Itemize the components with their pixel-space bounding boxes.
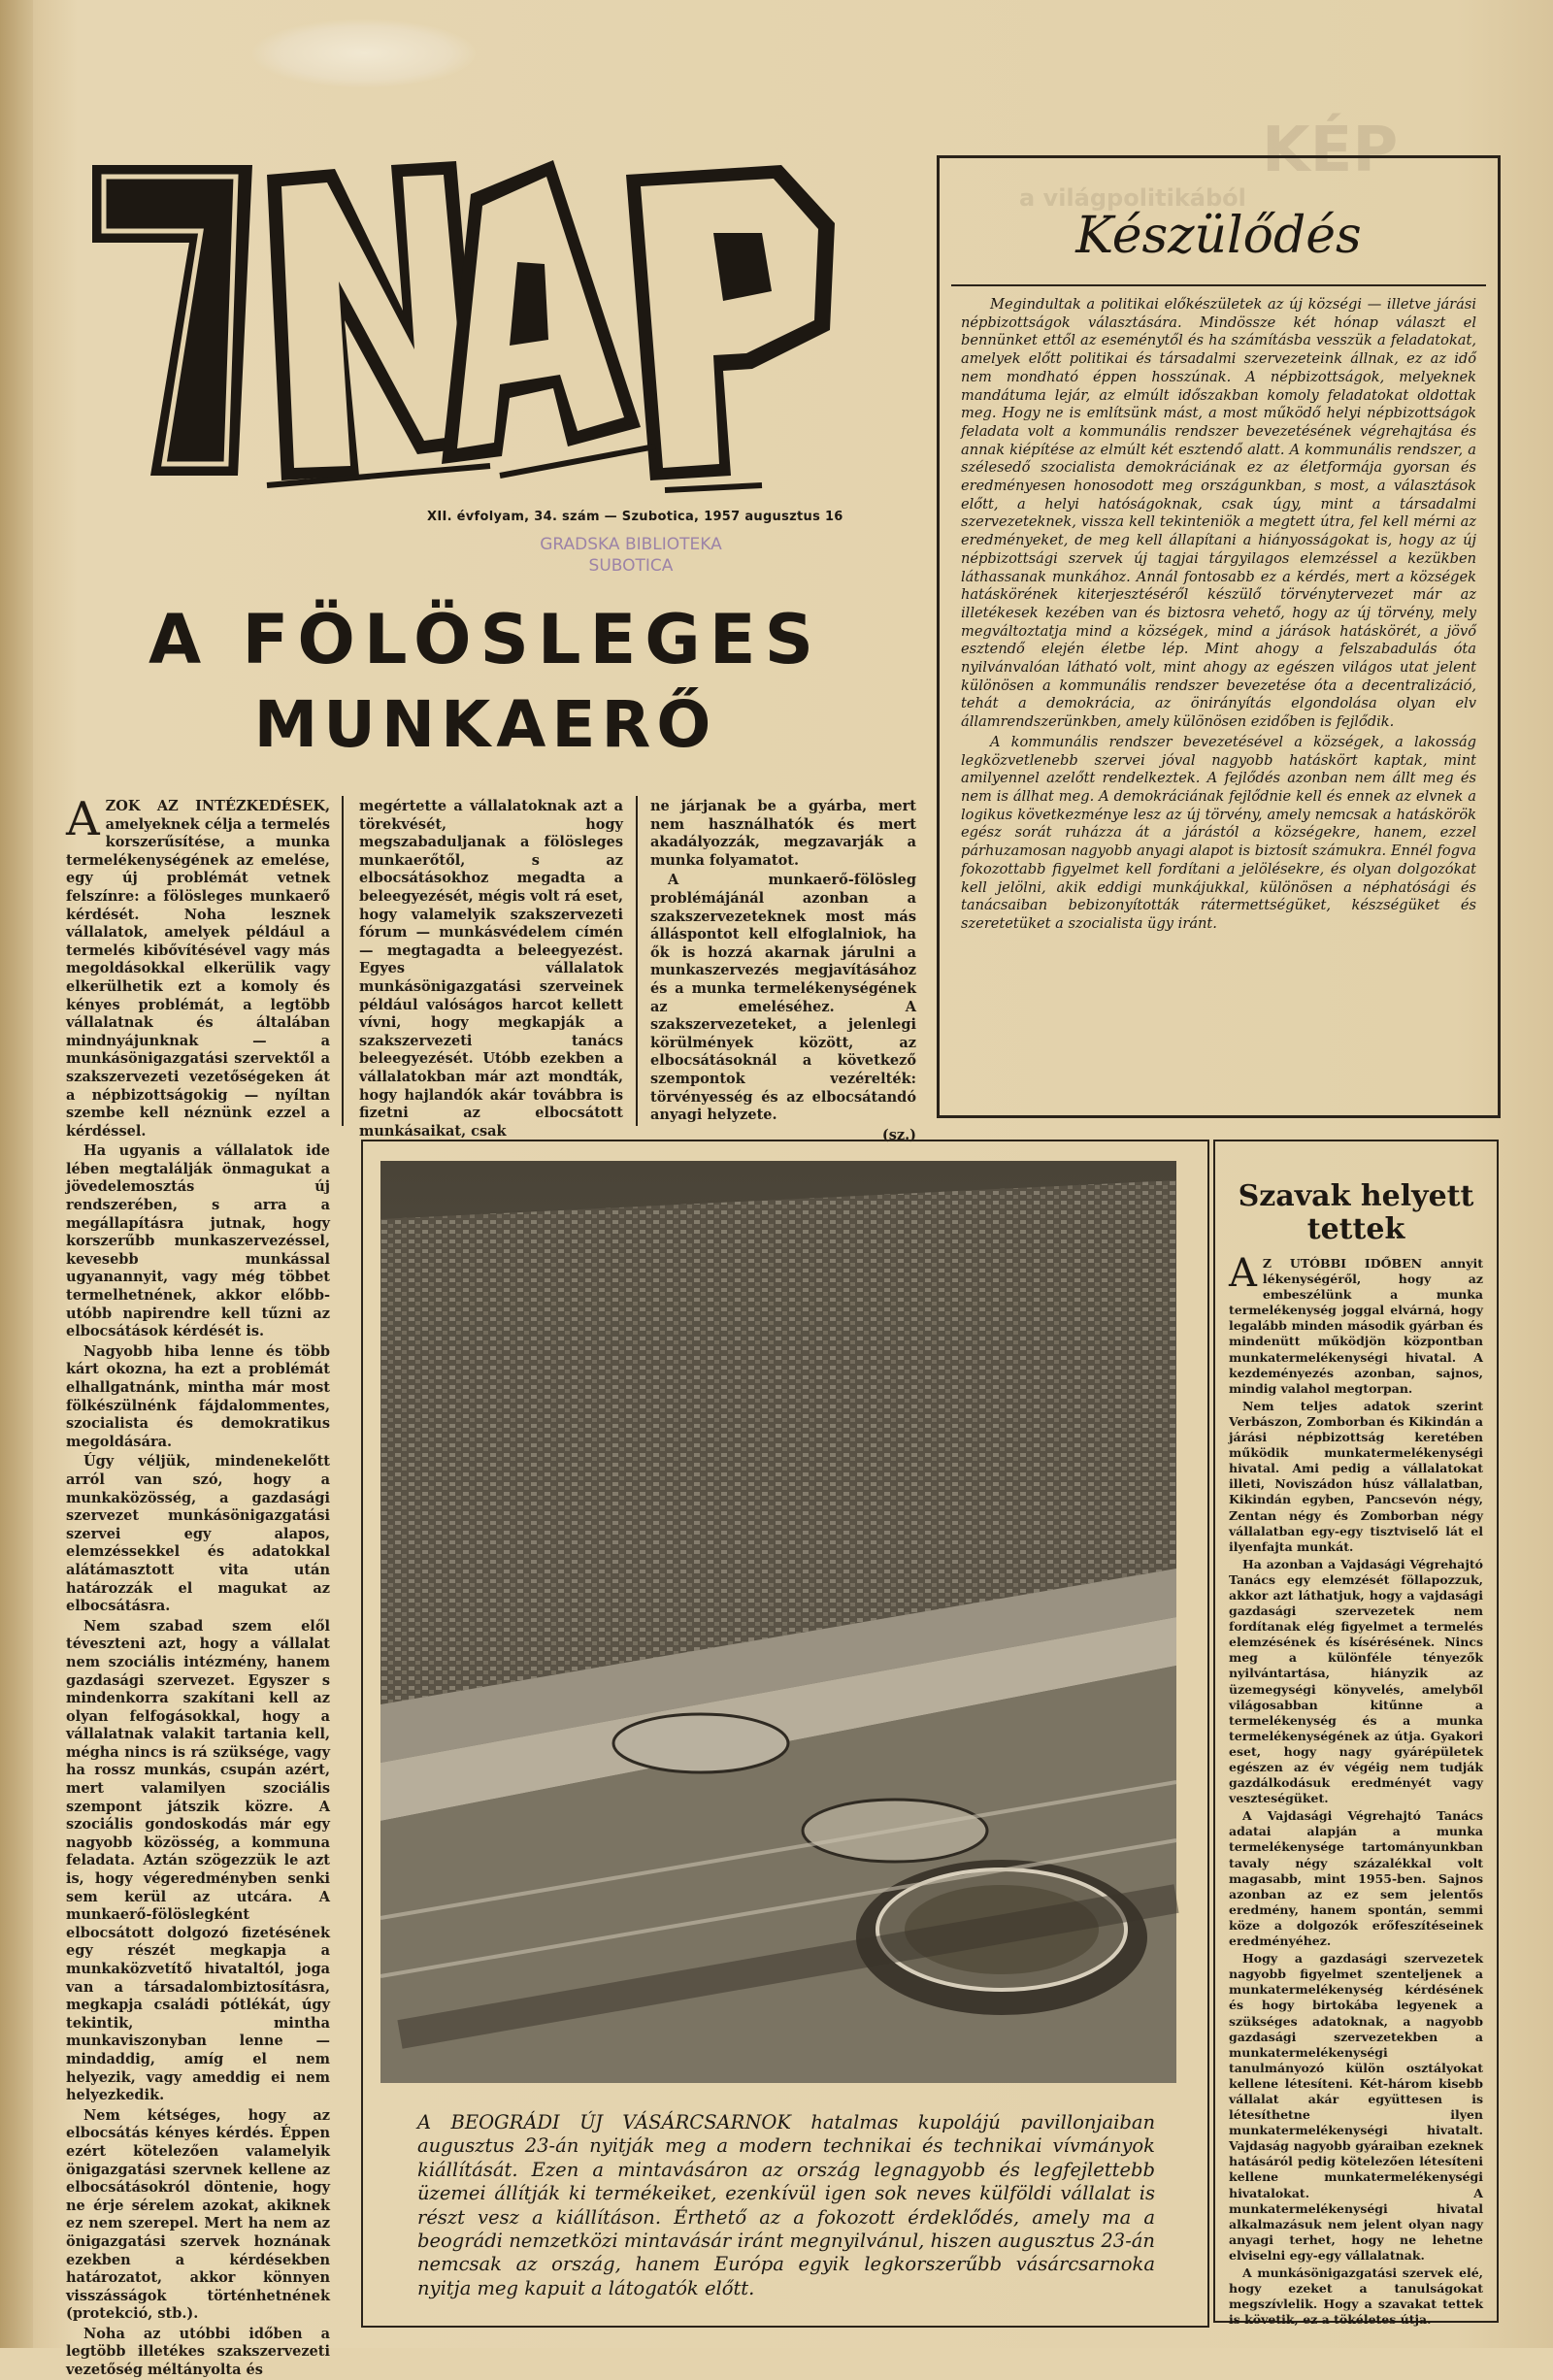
sidebar-paragraph	[1229, 1251, 1483, 1397]
sidebar-title-line: Szavak helyett	[1238, 1179, 1474, 1213]
headline-line-1: A FÖLÖSLEGES	[148, 600, 822, 679]
article-column-3	[650, 798, 916, 1144]
stamp-line: SUBOTICA	[588, 556, 674, 576]
article-paragraph: A munkaerő-fölösleg problémájánál azonban a szakszervezeteknek most más álláspontot kell elfoglalniok, ha ők is hozzá akarnak járulni a munkaszervezés megjavításához és a munka termelékenységének az emeléséhez. A szakszervezeteket, a jelenlegi körülmények között, az elbocsátásoknál a következő szempontok vezérelték: törvényesség és az elbocsátandó anyagi helyzete.	[650, 872, 916, 1124]
bleed-through-text: KÉP	[1262, 115, 1399, 186]
editorial-box	[937, 155, 1501, 1118]
paragraph-text: ZOK AZ INTÉZKEDÉSEK, amelyeknek célja a termelés korszerűsítése, a munka termelékenységének az emelése, egy új problémát vetnek felszínre: a fölösleges munkaerő kérdését. Noha lesznek vállalatok, amelyek például a termelés kibővítésével vagy más megoldásokkal elkerülik vagy elkerülhetik ezt a komoly és kényes problémát, a legtöbb vállalatnak és általában mindnyájunknak — a munkásönigazgatási szervektől a szakszervezeti vezetőségeken át a népbizottságokig — nyíltan szembe kell néznünk ezzel a kérdéssel.	[66, 798, 330, 1140]
sidebar-body	[1229, 1251, 1483, 2330]
photo-caption	[417, 2111, 1155, 2300]
article-paragraph: Nem szabad szem elől téveszteni azt, hogy a vállalat nem szociális intézmény, hanem gazdasági szervezet. Egyszer s mindenkorra szakítani kell az olyan felfogásokkal, hogy a vállalatnak valakit tartania kell, mégha nincs is rá szüksége, vagy ha rossz munkás, csupán azért, mert valamilyen szociális szempont játszik közre. A szociális gondoskodás már egy nagyobb közösség, a kommuna feladata. Aztán szögezzük le azt is, hogy végeredményben senki sem kerül az utcára. A munkaerő-fölöslegként elbocsátott dolgozó fizetésének egy részét megkapja a munkaközvetítő hivataltól, joga van a társadalombiztosításra, megkapja családi pótlékát, úgy tekintik, mintha munkaviszonyban lenne — mindaddig, amíg el nem helyezik, vagy ameddig ei nem helyezkedik.	[66, 1617, 330, 2104]
caption-text: hatalmas kupolájú pavillonjaiban augusztus 23-án nyitják meg a modern technikai és technikai vívmányok kiállítását. Ezen a mintavásáron az ország legnagyobb és legfejlettebb üzemei állítják ki termékeiket, ezenkívül igen sok neves külföldi vállalat is részt vesz a kiállításon. Érthető az a fokozott érdeklődés, amely ma a beográdi nemzetközi mintavásár iránt megnyilvánul, hiszen augusztus 23-án nemcsak az ország, hanem Európa egyik legkorszerűbb vásárcsarnoka nyitja meg kapuit a látogatók előtt.	[417, 2111, 1156, 2299]
sidebar-paragraph: Ha azonban a Vajdasági Végrehajtó Tanács egy elemzését föllapozzuk, akkor azt láthatjuk, hogy a vajdasági gazdasági szervezetek nem fordítanak elég figyelmet a termelés elemzésének és kísérésének. Nincs meg a különféle tényezők nyilvántartása, hiányzik az üzemegységi könyvelés, amelyből világosabban kitűnne a termelékenység és a munka termelékenységének az útja. Gyakori eset, hogy nagy gyárépületek egészen az év végéig nem tudják gazdálkodásuk eredményét vagy veszteségüket.	[1229, 1556, 1483, 1806]
sidebar-paragraph: A munkásönigazgatási szervek elé, hogy ezeket a tanulságokat megszívlelik. Hogy a szavakat tettek is követik, ez a tökéletes útja.	[1229, 2265, 1483, 2328]
article-paragraph: Nem kétséges, hogy az elbocsátás kényes kérdés. Éppen ezért kötelezően valamelyik önigazgatási szervnek kellene az elbocsátásokról döntenie, hogy ne érje sérelem azokat, akiknek ez nem szerepel. Mert ha nem az önigazgatási szervek hoznának ezekben a kérdésekben határozatot, akkor könnyen visszásságok történhetnének (protekció, stb.).	[66, 2106, 330, 2323]
editorial-paragraph: A kommunális rendszer bevezetésével a községek, a lakosság legközvetlenebb szervei jóval nagyobb hatáskört kaptak, mint amilyennel azelőtt rendelkeztek. A fejlődés azonban nem állt meg és nem is állhat meg. A demokráciának fejlődnie kell és ennek az elvnek a logikus következménye lesz az új törvény, amely nemcsak a hatáskörök egész sorát ruházza át a járástól a községekre, hanem, ezzel párhuzamosan nagyobb anyagi alapot is biztosít számukra. Ennél fogva fokozottabb figyelmet kell fordítani a jelölésekre, és olyan dolgozókat kell jelölni, akik eddigi munkájukkal, különösen a néphatósági és tanácsaiban bebizonyították rátermettségüket, készségüket és szeretetüket a szocialista ügy iránt.	[961, 733, 1476, 932]
aerial-photo	[380, 1161, 1176, 2083]
sidebar-title	[1215, 1180, 1497, 1246]
article-paragraph: megértette a vállalatoknak azt a törekvését, hogy megszabaduljanak a fölösleges munkaerőtől, s az elbocsátásokhoz megadta a beleegyezését, mégis volt rá eset, hogy valamelyik szakszervezeti fórum — munkásvédelem címén — megtagadta a beleegyezést. Egyes vállalatok munkásönigazgatási szerveinek például valóságos harcot kellett vívni, hogy megkapják a szakszervezeti tanács beleegyezését. Utóbb ezekben a vállalatokban már azt mondták, hogy hajlandók akár továbbra is fizetni az elbocsátott munkásaikat, csak	[359, 798, 623, 1140]
column-rule	[342, 796, 344, 1126]
drop-cap: A	[66, 792, 100, 846]
sidebar-paragraph: Nem teljes adatok szerint Verbászon, Zomborban és Kikindán a járási népbizottság keretében működik munkatermelékenységi hivatal. Ami pedig a vállalatokat illeti, Noviszádon húsz vállalatban, Kikindán egyben, Pancsevón négy, Zentan négy és Zomborban négy vállalatban egy-egy tisztviselő lát el ilyenfajta munkát.	[1229, 1398, 1483, 1554]
issue-info: XII. évfolyam, 34. szám — Szubotica, 1957 augusztus 16	[427, 510, 843, 524]
sidebar-paragraph: A Vajdasági Végrehajtó Tanács adatai alapján a munka termelékenysége tartományunkban tavaly négy százalékkal volt magasabb, mint 1955-ben. Sajnos azonban az ez sem jelentős eredmény, hanem spontán, semmi köze a dolgozók erőfeszítéseinek eredményéhez.	[1229, 1808, 1483, 1949]
stamp-line: GRADSKA BIBLIOTEKA	[540, 535, 722, 554]
article-paragraph: Ha ugyanis a vállalatok ide lében megtalálják önmagukat a jövedelemosztás új rendszerében, s arra a megállapításra jutnak, hogy korszerűbb munkaszervezéssel, kevesebb munkással ugyanannyit, vagy még többet termelhetnének, akkor előbb-utóbb napirendre kell tűzni az elbocsátások kérdését is.	[66, 1142, 330, 1340]
article-paragraph: Noha az utóbbi időben a legtöbb illetékes szakszervezeti vezetőség méltányolta és	[66, 2325, 330, 2379]
article-paragraph	[66, 792, 330, 1140]
library-stamp	[480, 534, 781, 577]
paper-tear	[252, 19, 476, 87]
editorial-body	[961, 296, 1476, 936]
article-paragraph: Úgy véljük, mindenekelőtt arról van szó, hogy a munkaközösség, a gazdasági szervezet munkásönigazgatási szervei egy alapos, elemzéssekkel és adatokkal alátámasztott vita után határozzák el magukat az elbocsátásra.	[66, 1453, 330, 1615]
masthead-logo	[83, 155, 849, 505]
caption-lead: A BEOGRÁDI ÚJ VÁSÁRCSARNOK	[417, 2111, 791, 2133]
article-column-1	[66, 792, 330, 2379]
title-rule	[951, 284, 1486, 286]
article-paragraph: ne járjanak be a gyárba, mert nem használhatók és mert akadályozzák, megzavarják a munka folyamatot.	[650, 798, 916, 869]
article-column-2	[359, 798, 623, 1142]
sidebar-box	[1213, 1140, 1499, 2328]
article-signature: (sz.)	[881, 1126, 916, 1143]
editorial-title: Készülődés	[1075, 207, 1362, 265]
sidebar-title-line: tettek	[1306, 1212, 1405, 1246]
page-binding-edge	[0, 0, 33, 2348]
sidebar-paragraph: Hogy a gazdasági szervezetek nagyobb figyelmet szenteljenek a munkatermelékenység kérdésének és hogy birtokába legyenek a szükséges adatoknak, a nagyobb gazdasági szervezetekben a munkatermelékenységi tanulmányozó külön osztályokat kellene létesíteni. Két-három kisebb vállalat akár együttesen is létesíthetne ilyen munkatermelékenységi hivatalt. Vajdaság nagyobb gyáraiban ezeknek hatásáról pedig kötelezően létesíteni kellene munkatermelékenységi hivatalokat. A munkatermelékenységi hivatal alkalmazásuk nem jelent olyan nagy anyagi terhet, hogy ne lehetne elviselni egy-egy vállalatnak.	[1229, 1951, 1483, 2263]
paragraph-text: Z UTÓBBI IDŐBEN annyit lékenységéről, hogy az embeszélünk a munka termelékenység joggal elvárná, hogy legalább minden második gyárban és mindenütt működjön központban munkatermelékenységi hivatal. A kezdeményezés azonban, sajnos, mindig valahol megtorpan.	[1229, 1256, 1483, 1396]
article-paragraph: Nagyobb hiba lenne és több kárt okozna, ha ezt a problémát elhallgatnánk, mintha már most fölkészülnénk fájdalommentes, szocialista és demokratikus megoldására.	[66, 1342, 330, 1450]
editorial-paragraph: Megindultak a politikai előkészületek az új községi — illetve járási népbizottságok választására. Mindössze két hónap választ el bennünket ettől az eseménytől és ha számításba vesszük a feladatokat, amelyek előtt politikai és társadalmi szervezeteink állnak, ez az idő nem mondható éppen hosszúnak. A népbizottságok, melyeknek mandátuma lejár, az elmúlt időszakban komoly feladatokat oldottak meg. Hogy ne is említsünk mást, a most működő helyi népbizottságok feladata volt a kommunális rendszer bevezetésének végrehajtása és annak kiépítése az elmúlt két esztendő alatt. A kommunális rendszer, a szélesedő szocialista demokráciának ez az életformája gyorsan és eredményesen honosodott meg országunkban, s most, a választások előtt, a helyi hatóságoknak, csak úgy, mint a társadalmi szervezeteknek, vissza kell tekinteniök a megtett útra, fel kell mérni az eredményeket, de meg kell állapítani a hiányosságokat is, hogy az új népbizottsági szervek új tagjai tárgyilagos elemzéssel a kezükben láthassanak munkához. Annál fontosabb ez a kérdés, mert a községek hatáskörének kiterjesztéséről készülő törvénytervezet már az illetékesek kezében van és biztosra vehető, hogy az új törvény, mely megváltoztatja mind a községek, mind a járások hatáskörét, a jövő esztendő elején életbe lép. Mint ahogy a felszabadulás óta nyilvánvalóan látható volt, mint ahogy az egészen világos utat jelent különösen a kommunális rendszer bevezetése óta a decentralizáció, tehát a demokrácia, az önirányítás elgondolása olyan elv államrendszerünkben, amely különösen ezidőben is fejlődik.	[961, 296, 1476, 731]
drop-cap: A	[1229, 1251, 1257, 1296]
bleed-through-text: a világpolitikából	[1019, 184, 1246, 212]
headline-line-2: MUNKAERŐ	[253, 687, 717, 762]
column-rule	[636, 796, 638, 1126]
